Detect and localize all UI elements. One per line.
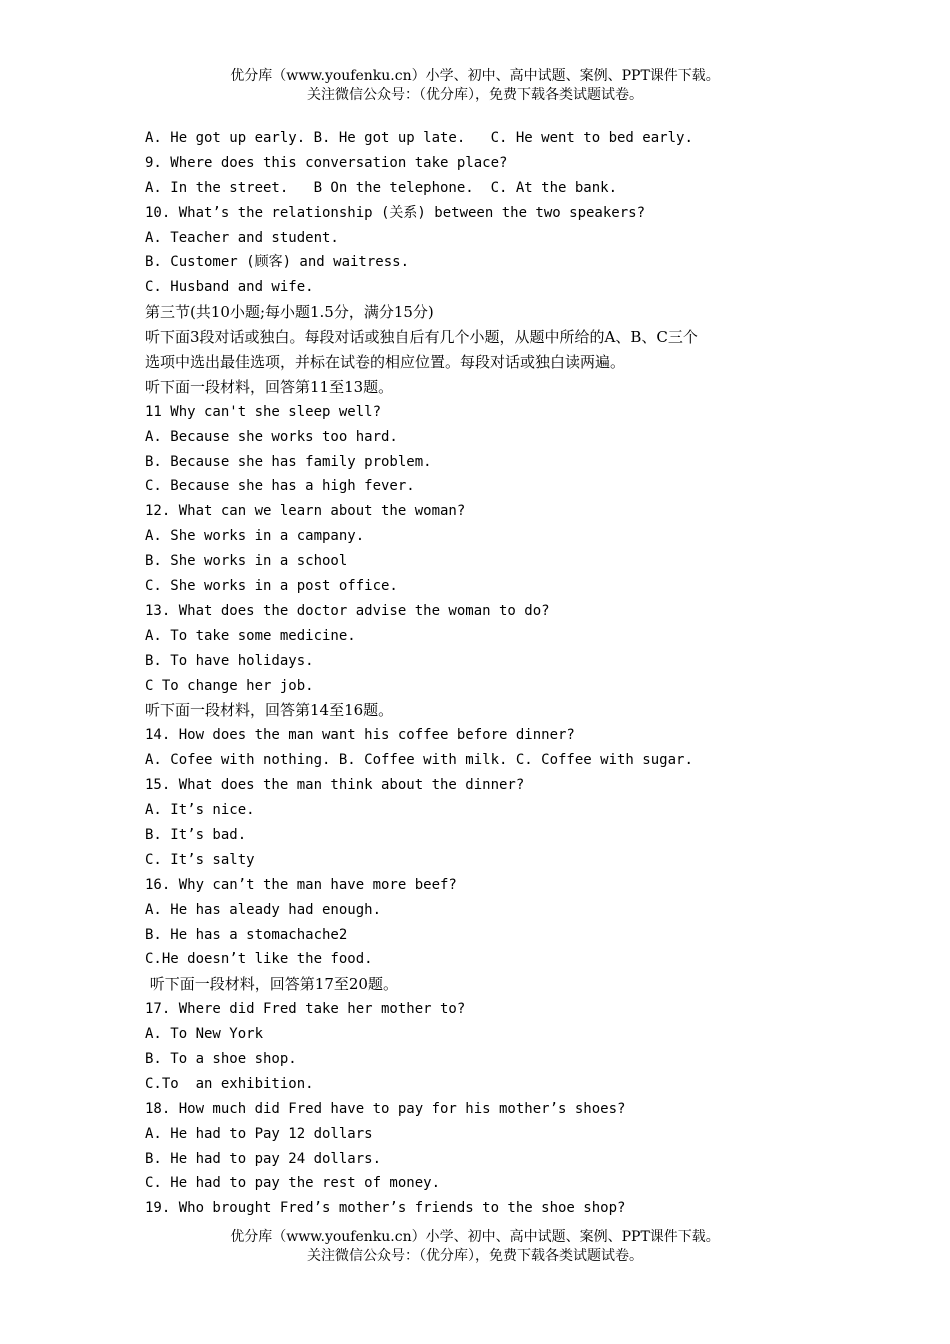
answer-line: A. She works in a campany. [145,528,365,545]
question-line: 14. How does the man want his coffee before dinner? [145,727,575,744]
question-line: 19. Who brought Fred’s mother’s friends to the shoe shop? [145,1200,626,1217]
answer-line: A. Because she works too hard. [145,428,398,445]
answer-line: C. She works in a post office. [145,578,398,595]
question-line: 18. How much did Fred have to pay for his mother’s shoes? [145,1100,626,1117]
answer-line: C. It’s salty [145,851,255,868]
question-line: 17. Where did Fred take her mother to? [145,1001,466,1018]
answer-line: C To change her job. [145,677,314,694]
answer-line: B. Because she has family problem. [145,453,432,470]
instruction-line: 听下面3段对话或独白。每段对话或独自后有几个小题，从题中所给的A、B、C三个 [145,328,698,347]
question-line: 9. Where does this conversation take place? [145,154,508,171]
header-line-1: 优分库（www.youfenku.cn）小学、初中、高中试题、案例、PPT课件下载。 [230,68,720,84]
page-footer [0,1228,950,1266]
answer-line: A. He had to Pay 12 dollars [145,1125,373,1142]
question-line: 15. What does the man think about the dinner? [145,777,525,794]
instruction-line: 听下面一段材料，回答第14至16题。 [145,701,394,720]
answer-line: C. He had to pay the rest of money. [145,1175,441,1192]
answer-line: B. She works in a school [145,553,348,570]
question-line: 10. What’s the relationship (关系) between the two speakers? [145,204,646,221]
answer-line: C. Husband and wife. [145,279,314,296]
answer-line: A. It’s nice. [145,802,255,819]
answer-line: C.To an exhibition. [145,1075,314,1092]
question-line: 16. Why can’t the man have more beef? [145,876,457,893]
header-line-2: 关注微信公众号：（优分库），免费下载各类试题试卷。 [307,87,643,103]
footer-line-2: 关注微信公众号：（优分库），免费下载各类试题试卷。 [307,1248,643,1264]
instruction-line: 听下面一段材料，回答第17至20题。 [145,975,398,994]
answer-line: A. Teacher and student. [145,229,339,246]
answer-line: B. He had to pay 24 dollars. [145,1150,382,1167]
document-body [145,126,925,1221]
answer-line: A. To New York [145,1026,264,1043]
answer-line: A. He got up early. B. He got up late. C. He went to bed early. [145,130,693,146]
answer-line: B. To have holidays. [145,652,314,669]
answer-line: B. He has a stomachache2 [145,926,348,943]
answer-line: A. In the street. B On the telephone. C. At the bank. [145,179,618,196]
instruction-line: 选项中选出最佳选项，并标在试卷的相应位置。每段对话或独白读两遍。 [145,353,626,372]
question-line: 11 Why can't she sleep well? [145,403,382,420]
section-heading: 第三节(共10小题;每小题1.5分，满分15分) [145,303,434,322]
answer-line: A. Cofee with nothing. B. Coffee with milk. C. Coffee with sugar. [145,752,693,769]
answer-line: A. To take some medicine. [145,627,356,644]
footer-line-1: 优分库（www.youfenku.cn）小学、初中、高中试题、案例、PPT课件下载。 [230,1229,720,1245]
answer-line: C.He doesn’t like the food. [145,951,373,968]
question-line: 12. What can we learn about the woman? [145,503,466,520]
answer-line: A. He has aleady had enough. [145,901,382,918]
question-line: 13. What does the doctor advise the woman to do? [145,602,550,619]
answer-line: C. Because she has a high fever. [145,478,415,495]
answer-line: B. Customer (顾客) and waitress. [145,254,410,271]
answer-line: B. It’s bad. [145,826,247,843]
instruction-line: 听下面一段材料，回答第11至13题。 [145,377,394,396]
page-header [0,67,950,105]
answer-line: B. To a shoe shop. [145,1050,297,1067]
